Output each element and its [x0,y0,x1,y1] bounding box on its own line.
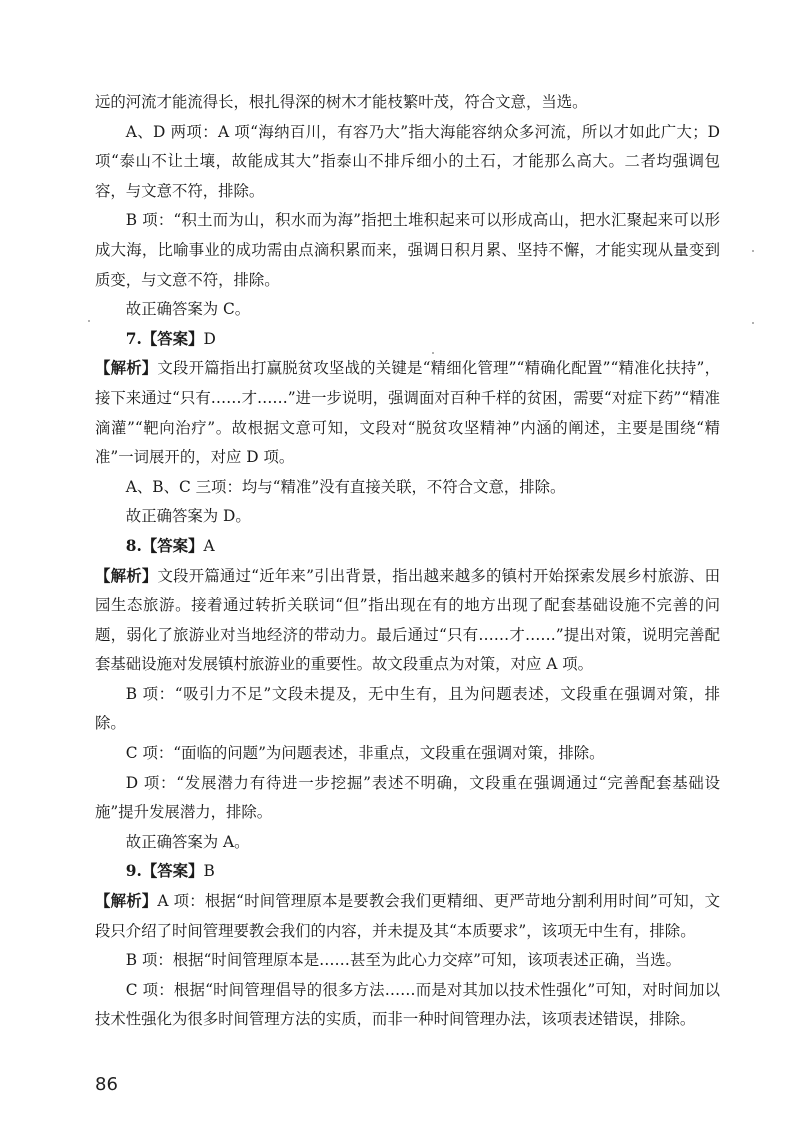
paragraph-text: 故正确答案为 A。 [125,832,250,851]
paragraph-label: 8.【答案】 [125,536,204,555]
paragraph-p6 [95,354,720,472]
paragraph-p12 [95,739,720,769]
paragraph-p8 [95,502,720,532]
paragraph-text: 故正确答案为 C。 [125,300,251,319]
paragraph-p4 [95,295,720,325]
paragraph-p13 [95,769,720,828]
paragraph-text: 文段开篇通过“近年来”引出背景，指出越来越多的镇村开始探索发展乡村旅游、田园生态旅游。接着通过转折关联词“但”指出现在有的地方出现了配套基础设施不完善的问题，弱化了旅游业对当地经济的带动力。最后通过“只有……才……”提出对策，说明完善配套基础设施对发展镇村旅游业的重要性。故文段重点为对策，对应 A 项。 [95,566,720,674]
paragraph-text: A 项：根据“时间管理原本是要教会我们更精细、更严苛地分割利用时间”可知，文段只介绍了时间管理要教会我们的内容，并未提及其“本质要求”，该项无中生有，排除。 [95,892,720,940]
paragraph-p18 [95,976,720,1035]
paragraph-p14 [95,828,720,858]
paragraph-label: 【解析】 [95,566,158,585]
paragraph-text: D 项：“发展潜力有待进一步挖掘”表述不明确，文段重在强调通过“完善配套基础设施”提升发展潜力，排除。 [95,773,720,822]
paragraph-p16 [95,887,720,946]
paragraph-p2 [95,118,720,207]
scan-speck [752,322,754,324]
paragraph-p3 [95,206,720,295]
paragraph-p1 [95,88,720,118]
paragraph-text: D [203,329,216,348]
paragraph-label: 【解析】 [95,892,158,911]
paragraph-label: 【解析】 [95,359,158,378]
paragraph-text: C 项：“面临的问题”为问题表述，非重点，文段重在强调对策，排除。 [125,744,605,763]
paragraph-p15 [95,857,720,887]
paragraph-p5 [95,325,720,355]
paragraph-p11 [95,680,720,739]
paragraph-text: A [203,536,215,555]
page-number: 86 [95,1074,118,1095]
paragraph-p9 [95,532,720,562]
paragraph-p7 [95,473,720,503]
paragraph-text: 文段开篇指出打赢脱贫攻坚战的关键是“精细化管理”“精确化配置”“精准化扶持”，接下来通过“只有……才……”进一步说明，强调面对百种千样的贫困，需要“对症下药”“精准滴灌”“靶向治疗”。故根据文意可知，文段对“脱贫攻坚精神”内涵的阐述，主要是围绕“精准”一词展开的，对应 D 项。 [95,359,720,467]
paragraph-text: B [203,862,215,881]
paragraph-text: A、D 两项：A 项“海纳百川，有容乃大”指大海能容纳众多河流，所以才如此广大；D 项“泰山不让土壤，故能成其大”指泰山不排斥细小的土石，才能那么高大。二者均强调包容，与文意不符，排除。 [95,122,720,200]
paragraph-text: B 项：“积土而为山，积水而为海”指把土堆积起来可以形成高山，把水汇聚起来可以形成大海，比喻事业的成功需由点滴积累而来，强调日积月累、坚持不懈，才能实现从量变到质变，与文意不符，排除。 [95,211,720,289]
body-text [95,88,720,1035]
paragraph-p17 [95,946,720,976]
paragraph-text: C 项：根据“时间管理倡导的很多方法……而是对其加以技术性强化”可知，对时间加以技术性强化为很多时间管理方法的实质，而非一种时间管理办法，该项表述错误，排除。 [95,980,720,1029]
scan-speck [752,250,754,252]
paragraph-text: 远的河流才能流得长，根扎得深的树木才能枝繁叶茂，符合文意，当选。 [95,93,588,111]
paragraph-label: 9.【答案】 [125,862,204,881]
paragraph-text: B 项：根据“时间管理原本是……甚至为此心力交瘁”可知，该项表述正确，当选。 [125,951,682,970]
scan-speck [88,320,90,322]
paragraph-p10 [95,562,720,680]
paragraph-label: 7.【答案】 [125,329,204,348]
paragraph-text: A、B、C 三项：均与“精准”没有直接关联，不符合文意，排除。 [125,477,566,496]
scan-speck [432,352,434,354]
paragraph-text: B 项：“吸引力不足”文段未提及，无中生有，且为问题表述，文段重在强调对策，排除。 [95,684,720,733]
paragraph-text: 故正确答案为 D。 [125,507,251,526]
